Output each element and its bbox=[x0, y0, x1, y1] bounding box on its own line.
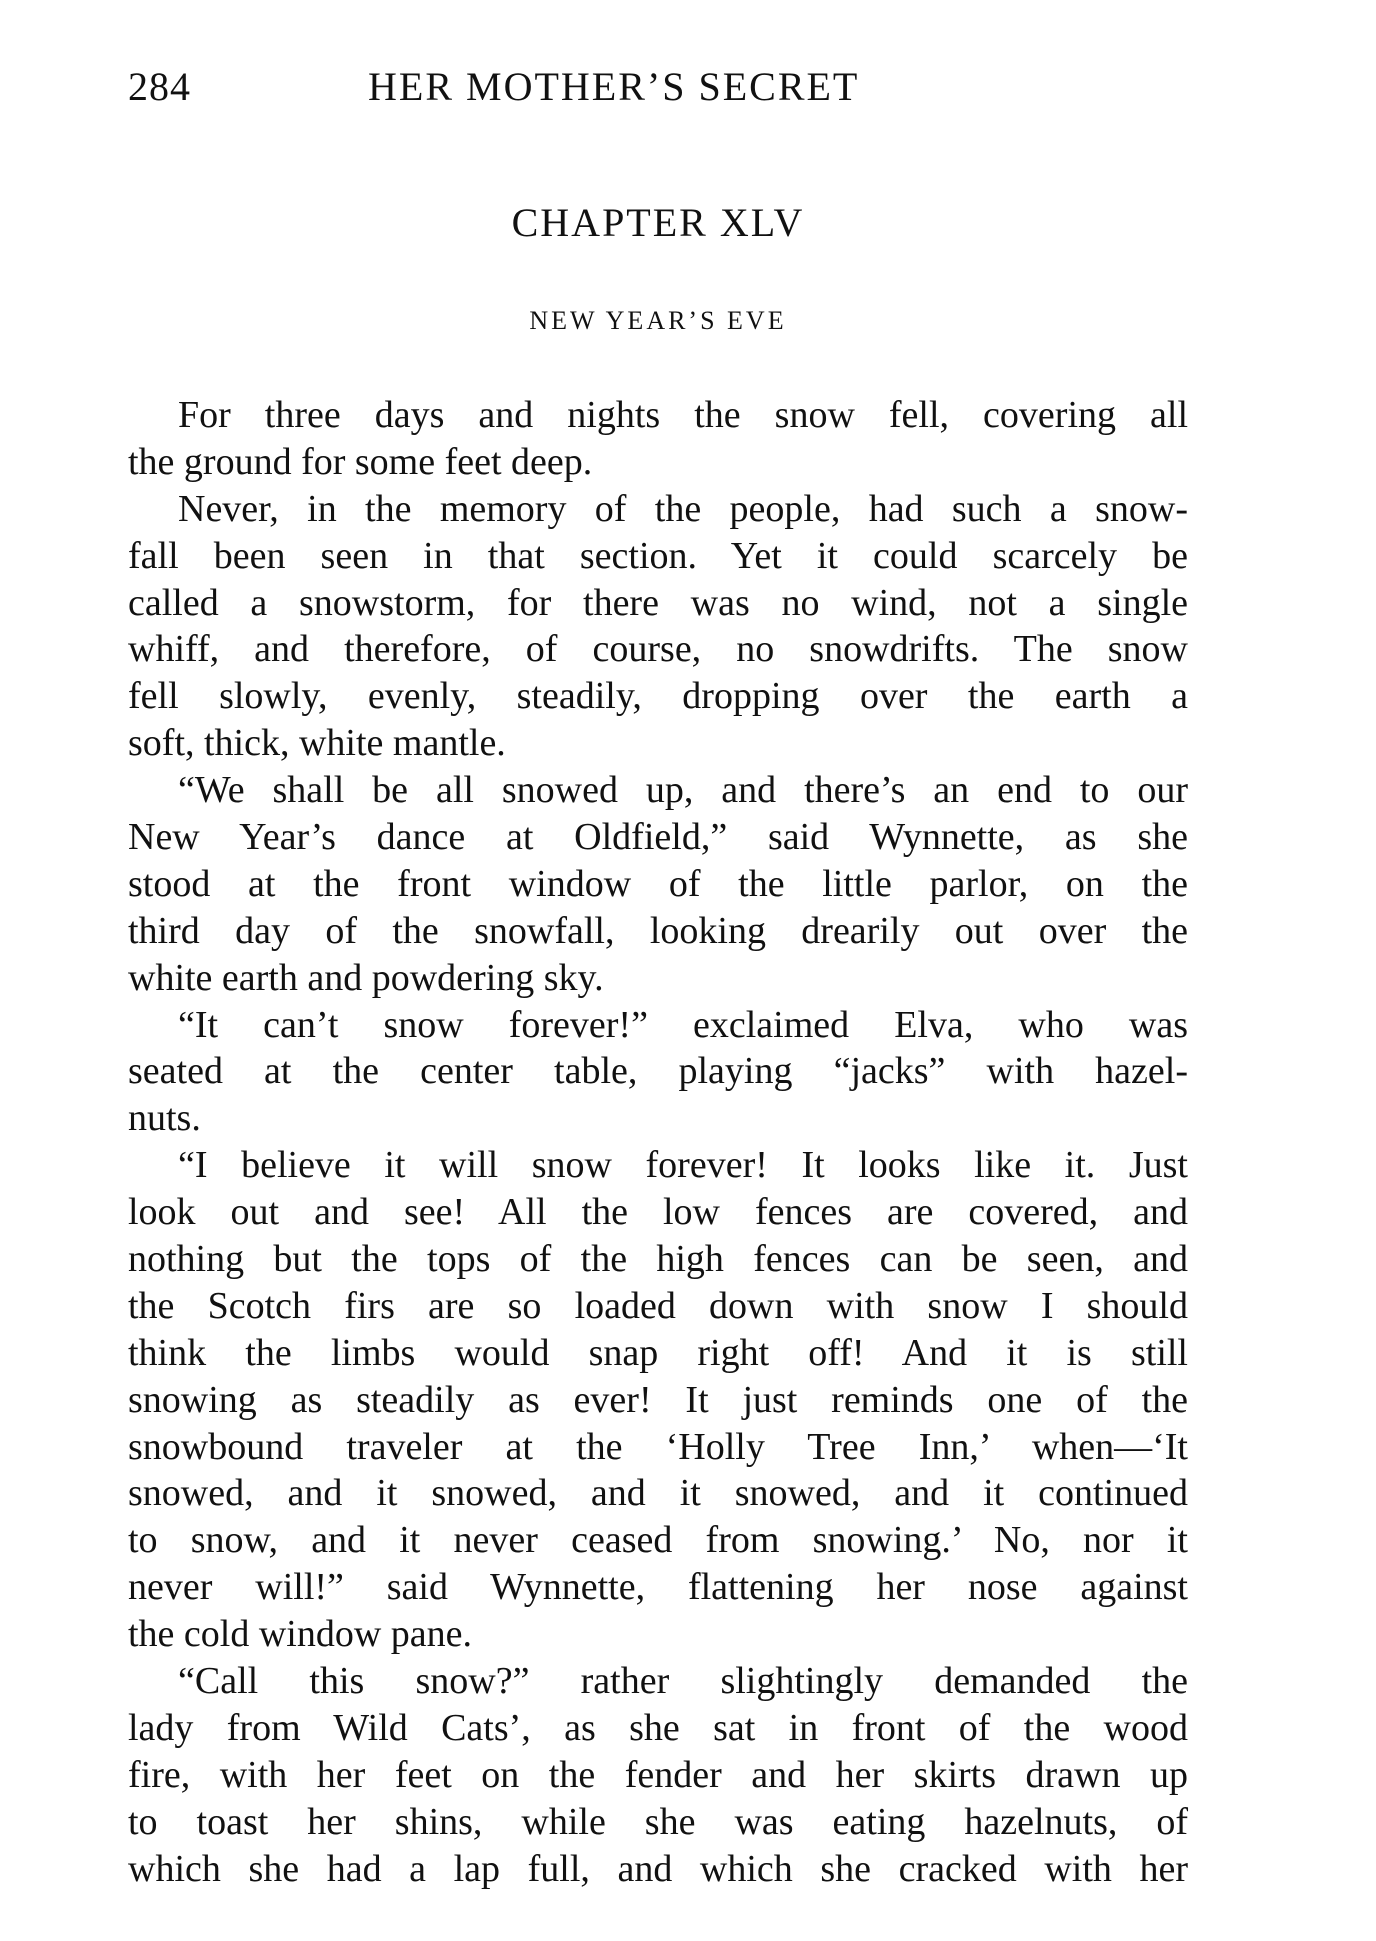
running-head bbox=[128, 62, 1188, 112]
running-title: HER MOTHER’S SECRET bbox=[368, 64, 860, 109]
text-line: third day of the snowfall, looking drearily out over the bbox=[128, 909, 1188, 952]
text-line: white earth and powdering sky. bbox=[128, 956, 604, 999]
text-line: think the limbs would snap right off! And it is still bbox=[128, 1331, 1188, 1374]
text-line: snowbound traveler at the ‘Holly Tree Inn,’ when—‘It bbox=[128, 1425, 1188, 1468]
chapter-subtitle: NEW YEAR’S EVE bbox=[529, 306, 787, 335]
text-line: fall been seen in that section. Yet it could scarcely be bbox=[128, 534, 1188, 577]
text-line: stood at the front window of the little parlor, on the bbox=[128, 862, 1188, 905]
text-line: fell slowly, evenly, steadily, dropping over the earth a bbox=[128, 675, 1188, 718]
page-number: 284 bbox=[128, 64, 191, 109]
text-line: snowed, and it snowed, and it snowed, and it continued bbox=[128, 1472, 1188, 1515]
text-line: whiff, and therefore, of course, no snowdrifts. The snow bbox=[128, 628, 1188, 671]
text-line: fire, with her feet on the fender and her skirts drawn up bbox=[128, 1753, 1188, 1796]
chapter-title: CHAPTER XLV bbox=[511, 200, 805, 245]
text-line: soft, thick, white mantle. bbox=[128, 722, 506, 765]
text-line: Never, in the memory of the people, had such a snow- bbox=[178, 487, 1188, 530]
text-line: snowing as steadily as ever! It just reminds one of the bbox=[128, 1378, 1188, 1421]
text-line: which she had a lap full, and which she cracked with her bbox=[128, 1847, 1188, 1890]
text-line: “Call this snow?” rather slightingly demanded the bbox=[178, 1660, 1188, 1703]
text-line: lady from Wild Cats’, as she sat in front of the wood bbox=[128, 1706, 1188, 1749]
text-line: nothing but the tops of the high fences can be seen, and bbox=[128, 1238, 1188, 1281]
text-line: never will!” said Wynnette, flattening her nose against bbox=[128, 1566, 1188, 1609]
text-line: “We shall be all snowed up, and there’s an end to our bbox=[178, 769, 1188, 812]
text-line: to snow, and it never ceased from snowing.’ No, nor it bbox=[128, 1519, 1188, 1562]
text-line: to toast her shins, while she was eating hazelnuts, of bbox=[128, 1800, 1188, 1843]
text-line: seated at the center table, playing “jacks” with hazel- bbox=[128, 1050, 1188, 1093]
text-line: called a snowstorm, for there was no wind, not a single bbox=[128, 581, 1188, 624]
text-line: look out and see! All the low fences are covered, and bbox=[128, 1191, 1188, 1234]
text-line: New Year’s dance at Oldfield,” said Wynnette, as she bbox=[128, 816, 1188, 859]
text-line: the Scotch firs are so loaded down with snow I should bbox=[128, 1284, 1188, 1327]
text-line: nuts. bbox=[128, 1097, 201, 1140]
text-line: “I believe it will snow forever! It looks like it. Just bbox=[178, 1144, 1188, 1187]
text-line: the ground for some feet deep. bbox=[128, 440, 593, 483]
text-line: For three days and nights the snow fell, covering all bbox=[178, 394, 1188, 436]
body-text bbox=[128, 392, 1188, 1893]
text-line: the cold window pane. bbox=[128, 1613, 473, 1656]
text-line: “It can’t snow forever!” exclaimed Elva, who was bbox=[178, 1003, 1188, 1046]
